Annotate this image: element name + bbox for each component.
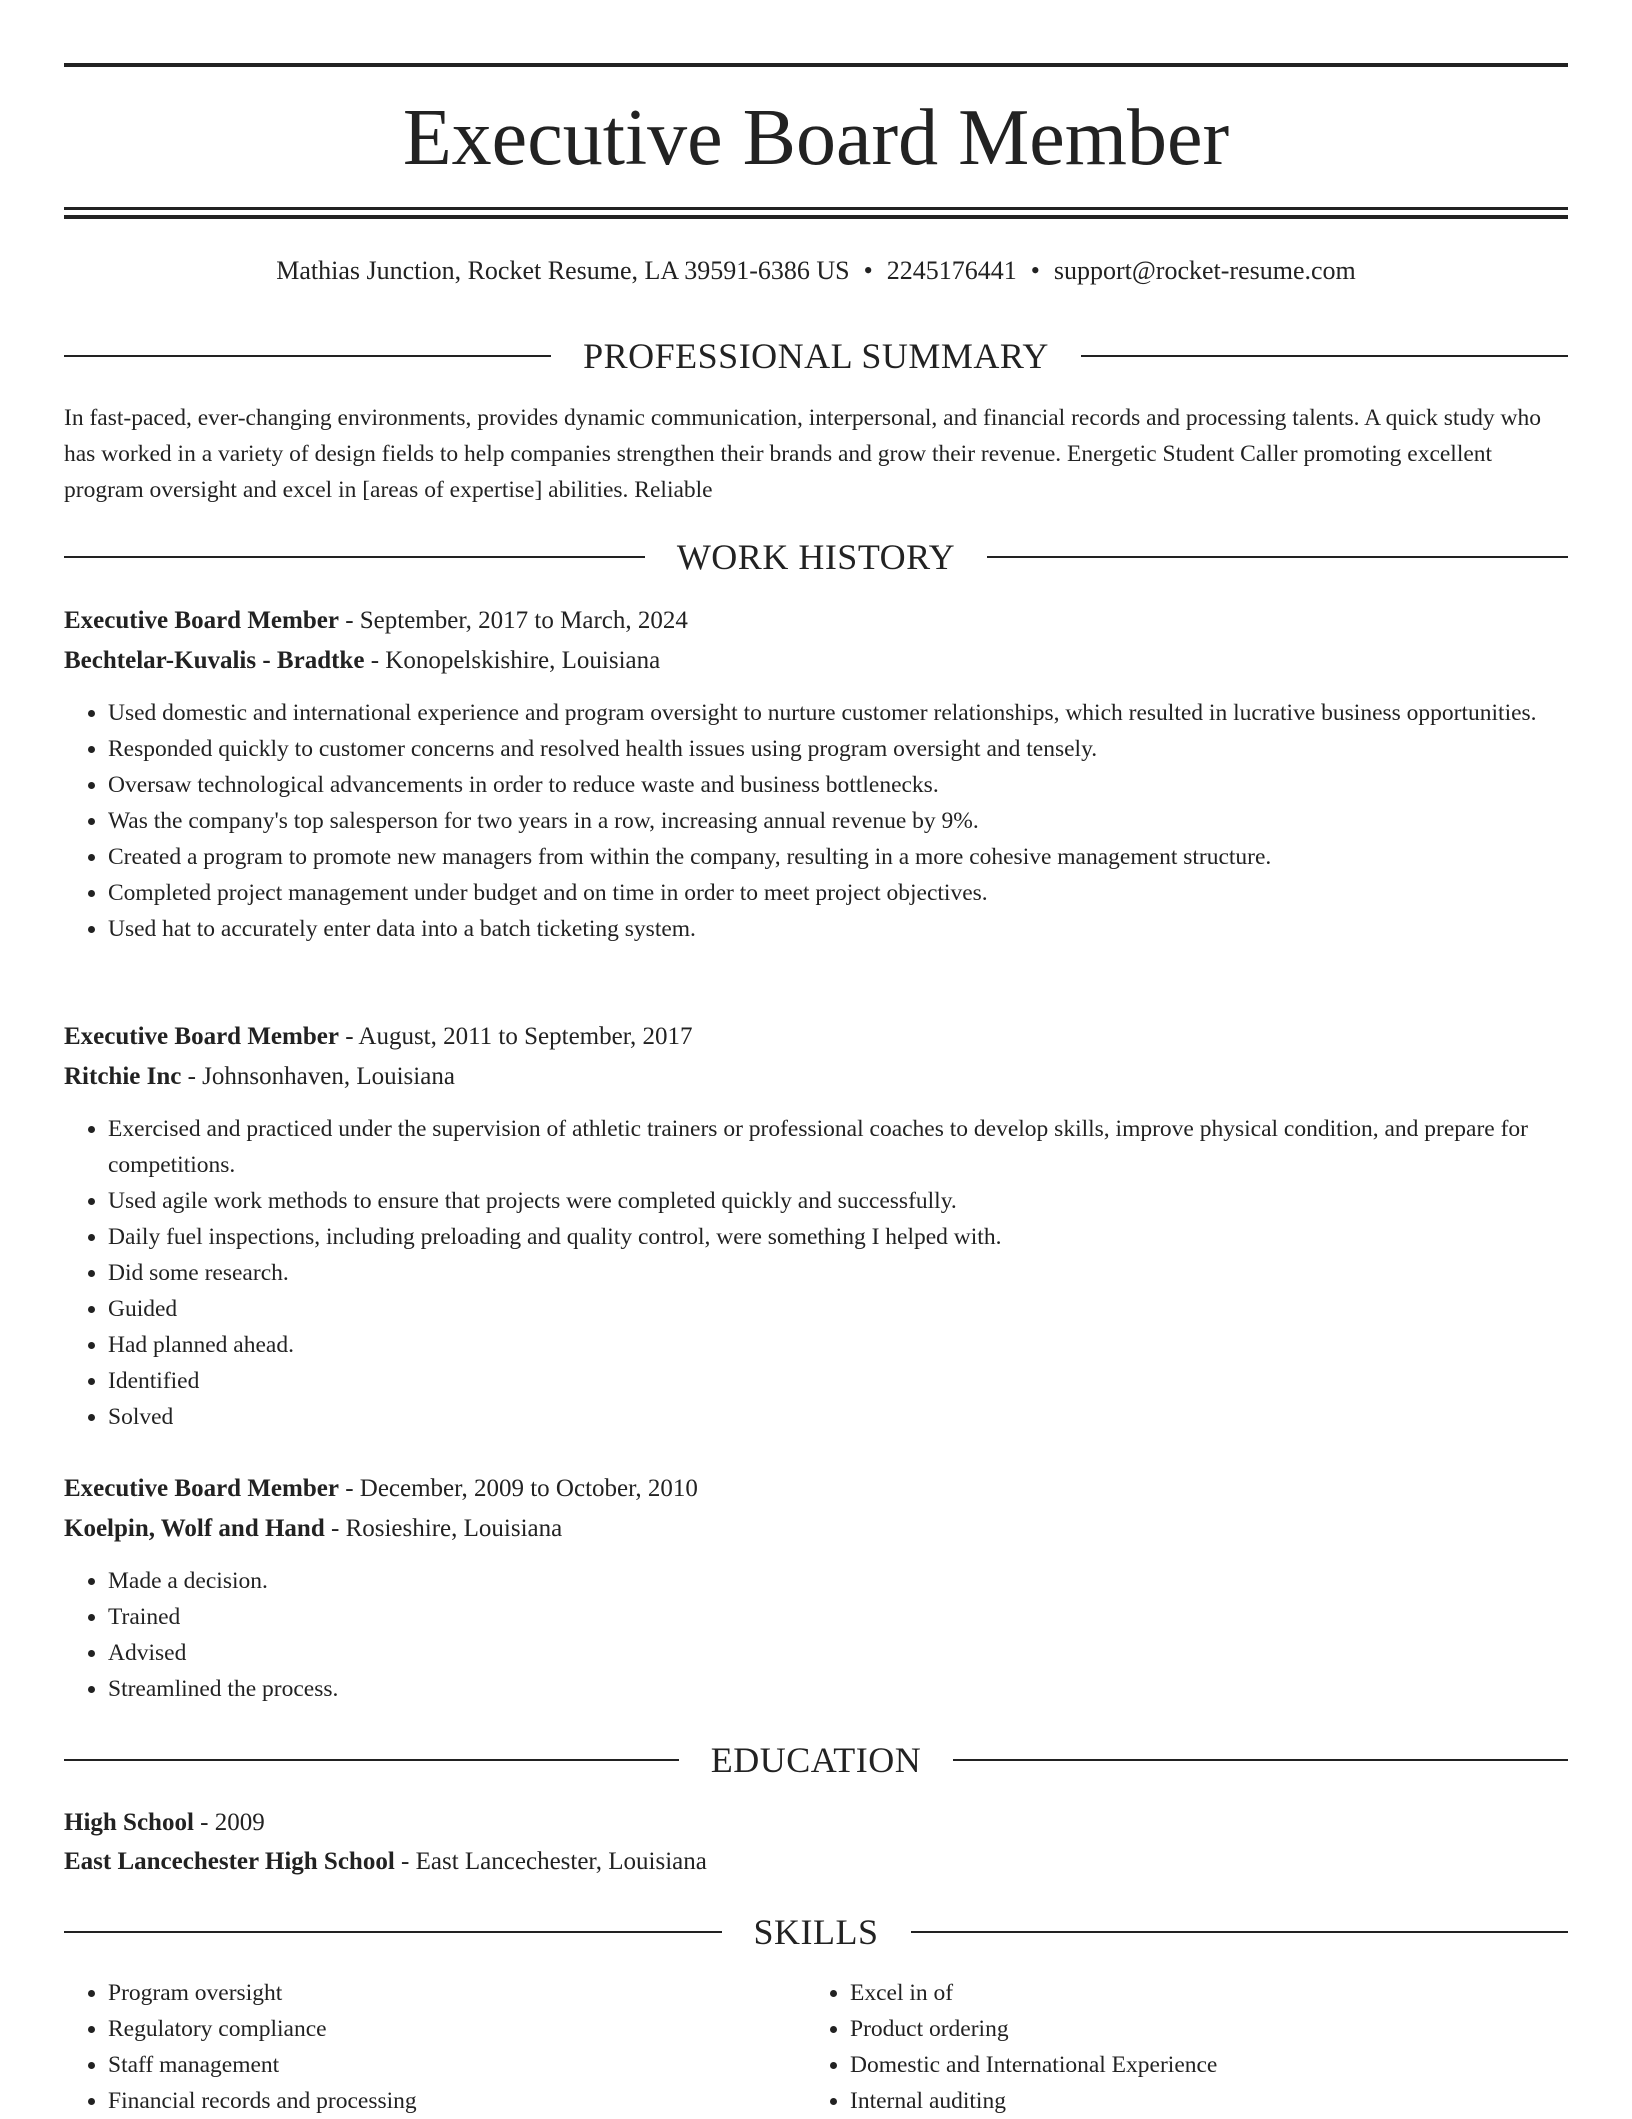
section-title: WORK HISTORY	[676, 537, 956, 577]
skills-list-right	[806, 1975, 1550, 2119]
job-title-line	[64, 1019, 1568, 1055]
list-item: • Was the company's top salesperson for two years in a row, increasing annual revenue by 9%.	[108, 803, 1568, 839]
section-header-education	[64, 1738, 1568, 1782]
list-item: • Made a decision.	[108, 1563, 1568, 1599]
list-item: • Oversaw technological advancements in order to reduce waste and business bottlenecks.	[108, 767, 1568, 803]
job-role: Executive Board Member	[64, 1475, 339, 1502]
list-item: • Responded quickly to customer concerns and resolved health issues using program oversight and tensely.	[108, 731, 1568, 767]
list-item: • Advised	[108, 1635, 1568, 1671]
list-item: • Daily fuel inspections, including preloading and quality control, were something I helped with.	[108, 1219, 1568, 1255]
section-rule-right	[953, 1759, 1568, 1761]
section-rule-right	[987, 556, 1568, 558]
list-item: • Used agile work methods to ensure that projects were completed quickly and successfully.	[108, 1183, 1568, 1219]
list-item: • Staff management	[108, 2047, 808, 2083]
section-rule-left	[64, 556, 645, 558]
section-rule-right	[911, 1931, 1569, 1933]
job-location: - Johnsonhaven, Louisiana	[181, 1063, 455, 1090]
contact-address: Mathias Junction, Rocket Resume, LA 39591-6386 US	[276, 256, 850, 285]
section-rule-left	[64, 355, 551, 357]
list-item: • Used domestic and international experience and program oversight to nurture customer relationships, which resulted in lucrative business opportunities.	[108, 695, 1568, 731]
list-item: • Solved	[108, 1399, 1568, 1435]
list-item: • Created a program to promote new managers from within the company, resulting in a more cohesive management structure.	[108, 839, 1568, 875]
job-company-line	[64, 1511, 1568, 1547]
contact-separator: •	[863, 256, 873, 285]
resume-name: Executive Board Member	[402, 94, 1230, 182]
job-bullets	[64, 695, 1568, 947]
job-dates: - August, 2011 to September, 2017	[338, 1023, 693, 1050]
list-item: • Domestic and International Experience	[850, 2047, 1550, 2083]
section-header-skills	[64, 1910, 1568, 1954]
double-rule-lower	[64, 215, 1568, 219]
list-item: • Streamlined the process.	[108, 1671, 1568, 1707]
contact-line	[64, 255, 1568, 287]
skills-list-left	[64, 1975, 808, 2119]
list-item: • Trained	[108, 1599, 1568, 1635]
list-item: • Guided	[108, 1291, 1568, 1327]
education-year: - 2009	[193, 1809, 265, 1836]
job-role: Executive Board Member	[64, 1023, 339, 1050]
contact-phone: 2245176441	[886, 256, 1017, 285]
section-title: EDUCATION	[710, 1740, 922, 1780]
list-item: • Did some research.	[108, 1255, 1568, 1291]
contact-email: support@rocket-resume.com	[1053, 256, 1356, 285]
education-school: East Lancechester High School	[64, 1848, 395, 1875]
list-item: • Excel in of	[850, 1975, 1550, 2011]
section-rule-left	[64, 1759, 679, 1761]
job-company-line	[64, 643, 1568, 679]
list-item: • Had planned ahead.	[108, 1327, 1568, 1363]
summary-text: In fast-paced, ever-changing environments, provides dynamic communication, interpersonal, and financial records and processing talents. A quick study who has worked in a variety of design fields to help companies strengthen their brands and grow their revenue. Energetic Student Caller promoting excellent program oversight and excel in [areas of expertise] abilities. Reliable	[64, 405, 1541, 503]
job-location: - Rosieshire, Louisiana	[324, 1515, 563, 1542]
job-dates: - December, 2009 to October, 2010	[338, 1475, 698, 1502]
top-rule	[64, 63, 1568, 67]
education-location: - East Lancechester, Louisiana	[394, 1848, 707, 1875]
contact-separator: •	[1030, 256, 1040, 285]
list-item: • Product ordering	[850, 2011, 1550, 2047]
list-item: • Completed project management under budget and on time in order to meet project objectives.	[108, 875, 1568, 911]
education-school-line	[64, 1844, 1568, 1880]
double-rule-upper	[64, 207, 1568, 210]
section-header-work	[64, 535, 1568, 579]
list-item: • Program oversight	[108, 1975, 808, 2011]
job-company-line	[64, 1059, 1568, 1095]
job-company: Koelpin, Wolf and Hand	[64, 1515, 325, 1542]
job-title-line	[64, 1471, 1568, 1507]
list-item: • Financial records and processing	[108, 2083, 808, 2119]
section-rule-left	[64, 1931, 722, 1933]
job-company: Bechtelar-Kuvalis - Bradtke	[64, 647, 365, 674]
education-degree: High School	[64, 1809, 194, 1836]
list-item: • Exercised and practiced under the supervision of athletic trainers or professional coaches to develop skills, improve physical condition, and prepare for competitions.	[108, 1111, 1568, 1183]
job-title-line	[64, 603, 1568, 639]
section-header-summary	[64, 334, 1568, 378]
section-title: PROFESSIONAL SUMMARY	[583, 336, 1049, 376]
section-rule-right	[1081, 355, 1568, 357]
job-bullets	[64, 1111, 1568, 1435]
job-dates: - September, 2017 to March, 2024	[338, 607, 688, 634]
job-role: Executive Board Member	[64, 607, 339, 634]
list-item: • Identified	[108, 1363, 1568, 1399]
job-bullets	[64, 1563, 1568, 1707]
section-title: SKILLS	[753, 1912, 879, 1952]
job-location: - Konopelskishire, Louisiana	[364, 647, 661, 674]
education-degree-line	[64, 1805, 1568, 1841]
job-company: Ritchie Inc	[64, 1063, 182, 1090]
list-item: • Internal auditing	[850, 2083, 1550, 2119]
list-item: • Used hat to accurately enter data into a batch ticketing system.	[108, 911, 1568, 947]
list-item: • Regulatory compliance	[108, 2011, 808, 2047]
